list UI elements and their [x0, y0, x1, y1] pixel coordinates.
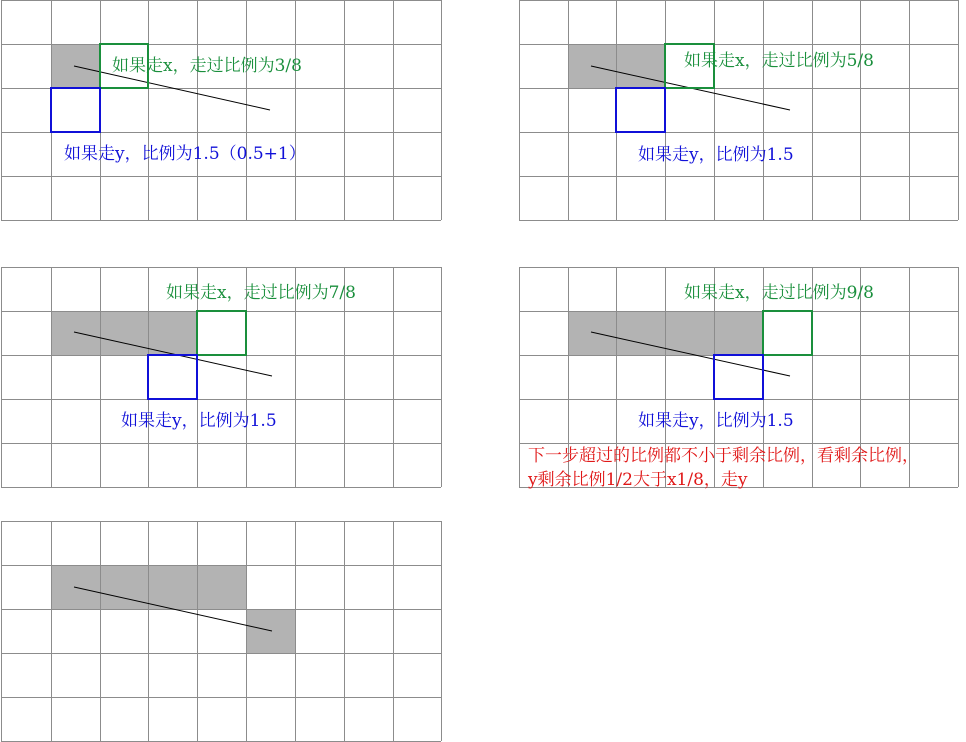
panel-2-x-label: 如果走x，走过比例为5/8: [684, 51, 874, 71]
panel-4-note-line-2: y剩余比例1/2大于x1/8，走y: [528, 470, 748, 490]
panel-1: [1, 0, 442, 221]
candidate-y-cell: [148, 355, 197, 399]
panel-3-y-label: 如果走y，比例为1.5: [121, 411, 277, 431]
panel-1-y-label: 如果走y，比例为1.5（0.5+1）: [64, 144, 306, 164]
candidate-y-cell: [714, 355, 763, 399]
candidate-x-cell: [763, 311, 812, 355]
panel-4-x-label: 如果走x，走过比例为9/8: [684, 283, 874, 303]
panel-1-x-label: 如果走x，走过比例为3/8: [112, 56, 302, 76]
visited-cells: [51, 311, 197, 355]
panel-4-y-label: 如果走y，比例为1.5: [638, 411, 794, 431]
panel-4-note-line-1: 下一步超过的比例都不小于剩余比例，看剩余比例，: [528, 446, 919, 466]
candidate-x-cell: [197, 311, 246, 355]
panel-2: [519, 0, 959, 221]
grid: [1, 0, 442, 221]
grid: [1, 521, 442, 742]
candidate-y-cell: [51, 88, 100, 132]
grid: [519, 0, 959, 221]
candidate-y-cell: [616, 88, 665, 132]
panel-5: [1, 521, 442, 742]
panel-2-y-label: 如果走y，比例为1.5: [638, 145, 794, 165]
panel-3-x-label: 如果走x，走过比例为7/8: [166, 283, 356, 303]
